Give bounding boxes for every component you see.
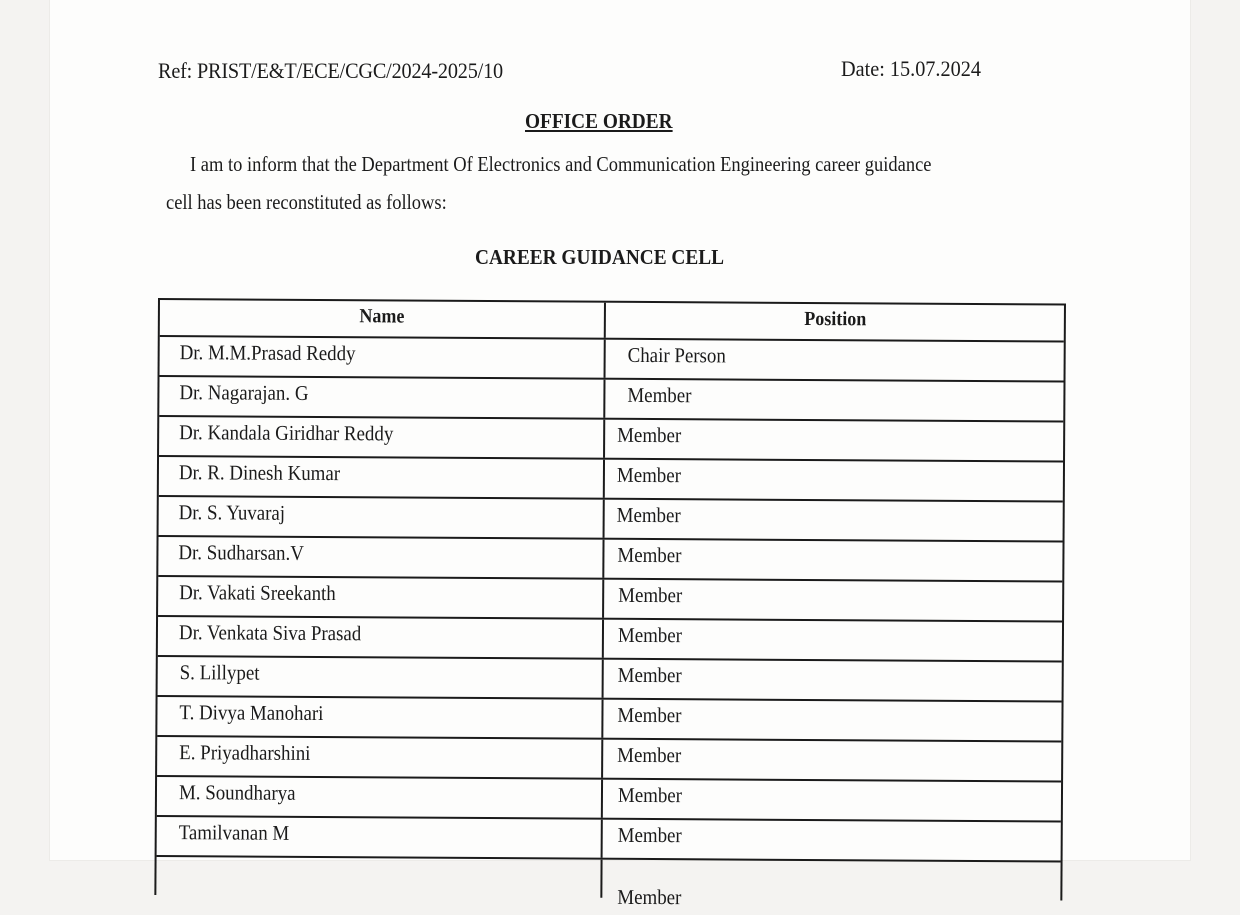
member-position: Member: [617, 542, 682, 568]
table-header-row: [160, 300, 1064, 343]
member-name: Dr. R. Dinesh Kumar: [159, 457, 605, 498]
table-row: [159, 497, 1063, 543]
member-position: Member: [618, 582, 683, 608]
table-row: [158, 657, 1062, 703]
office-order-title: OFFICE ORDER: [525, 109, 673, 133]
member-name: Dr. M.M.Prasad Reddy: [160, 337, 606, 378]
table-row: [156, 857, 1060, 910]
table-row: [158, 617, 1062, 663]
member-position: Member: [617, 422, 682, 448]
member-position: Member: [617, 662, 682, 688]
table-row: [157, 777, 1061, 823]
member-position: Member: [617, 742, 682, 768]
member-name: Dr. S. Yuvaraj: [159, 497, 605, 538]
table-row: [160, 337, 1064, 383]
member-position: Member: [616, 462, 682, 488]
document-date: Date: 15.07.2024: [841, 56, 981, 81]
member-position: Member: [616, 502, 681, 528]
reference-number: Ref: PRIST/E&T/ECE/CGC/2024-2025/10: [158, 58, 503, 83]
member-name: Dr. Vakati Sreekanth: [158, 577, 604, 618]
member-position: Member: [617, 782, 683, 808]
member-name: Dr. Nagarajan. G: [159, 377, 605, 418]
member-position: Member: [627, 382, 692, 408]
table-row: [158, 577, 1062, 623]
table-row: [159, 417, 1063, 463]
table-row: [157, 697, 1061, 743]
section-title: CAREER GUIDANCE CELL: [475, 245, 725, 269]
members-table: [154, 298, 1066, 910]
header-position: Position: [803, 307, 866, 331]
member-name: S. Lillypet: [158, 657, 604, 698]
member-position: Member: [617, 702, 682, 728]
member-name: E. Priyadharshini: [157, 737, 603, 778]
member-name: [156, 857, 602, 898]
member-position: Chair Person: [627, 342, 726, 368]
table-row: [158, 537, 1062, 583]
member-name: T. Divya Manohari: [157, 697, 603, 738]
header-name: Name: [160, 300, 606, 338]
table-row: [159, 377, 1063, 423]
member-position: Member: [617, 822, 682, 848]
member-position: Member: [617, 884, 682, 910]
member-name: Tamilvanan M: [157, 817, 603, 858]
body-paragraph-line-2: cell has been reconstituted as follows:: [166, 190, 447, 214]
member-name: Dr. Kandala Giridhar Reddy: [159, 417, 605, 458]
table-row: [157, 737, 1061, 783]
member-name: M. Soundharya: [157, 777, 603, 818]
table-row: [159, 457, 1063, 503]
body-paragraph-line-1: I am to inform that the Department Of Electronics and Communication Engineering career guidance: [190, 152, 932, 176]
member-name: Dr. Venkata Siva Prasad: [158, 617, 604, 658]
member-name: Dr. Sudharsan.V: [158, 537, 604, 578]
member-position: Member: [617, 622, 683, 648]
table-row: [157, 817, 1061, 863]
